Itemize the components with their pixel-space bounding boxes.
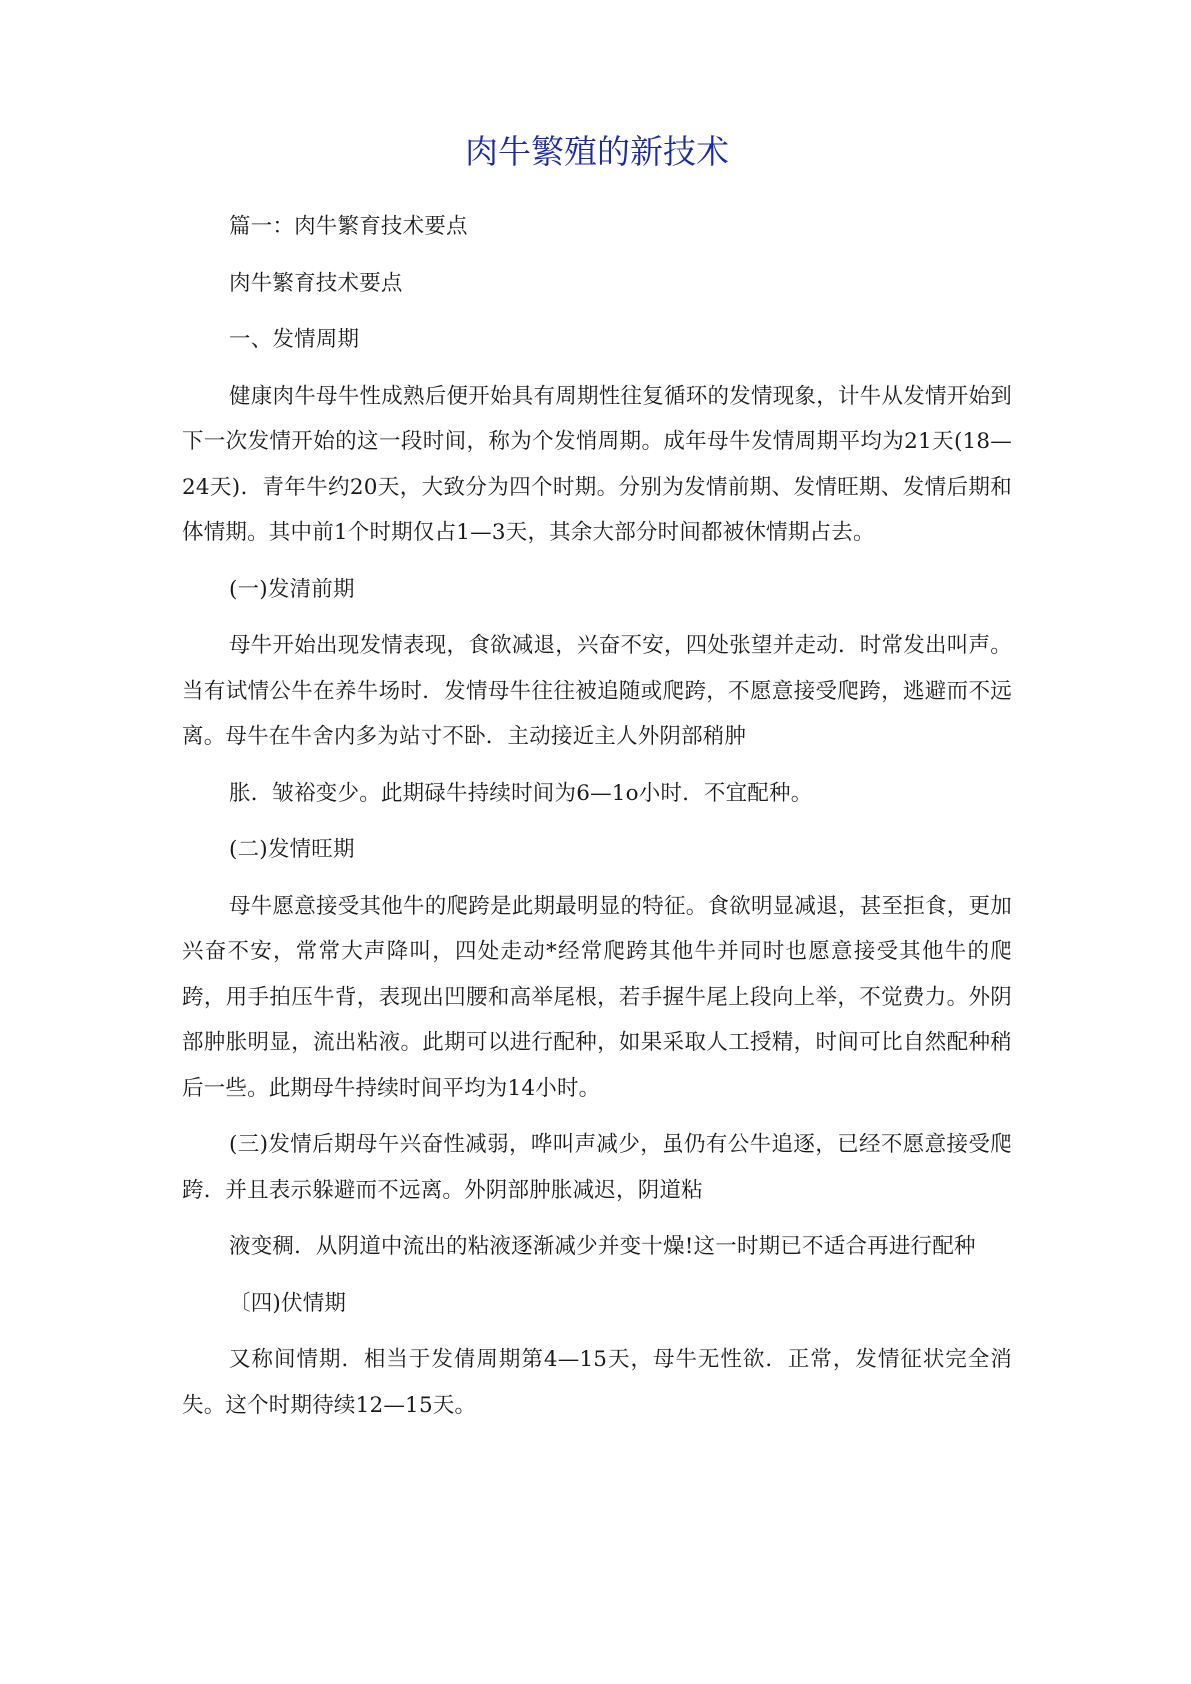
section-heading: 篇一：肉牛繁育技术要点 [229,214,468,239]
document-content [182,130,1012,1439]
phase-heading: (二)发情旺期 [229,837,355,862]
phase-heading: 〔四)伏情期 [229,1290,347,1316]
body-paragraph: 液变稠．从阴道中流出的粘液逐渐减少并变十燥!这一时期已不适合再进行配种 [229,1234,976,1259]
body-paragraph: 胀．皱裕变少。此期碌牛持续时间为6—1o小时．不宜配种。 [229,780,813,806]
document-title: 肉牛繁殖的新技术 [465,132,729,171]
body-paragraph: 母牛开始出现发情表现，食欲减退，兴奋不安，四处张望并走动．时常发出叫声。当有试情公牛在养牛场时．发情母牛往往被追随或爬跨，不愿意接受爬跨，逃避而不远离。母牛在牛舍内多为站寸不卧．主动接近主人外阴部稍肿 [182,633,1012,749]
topic-heading: 一、发情周期 [229,327,360,352]
body-paragraph: 健康肉牛母牛性成熟后便开始具有周期性往复循环的发情现象，计牛从发情开始到下一次发情开始的这一段时间，称为个发悄周期。成年母牛发情周期平均为21天(18—24天)．青年牛约20天，大致分为四个时期。分别为发情前期、发情旺期、发情后期和体情期。其中前1个时期仅占1—3天，其余大部分时间都被休情期占去。 [182,383,1012,545]
phase-heading: (一)发清前期 [229,576,355,602]
body-paragraph: 母牛愿意接受其他牛的爬跨是此期最明显的特征。食欲明显减退，甚至拒食，更加兴奋不安，常常大声降叫，四处走动*经常爬跨其他牛并同时也愿意接受其他牛的爬跨，用手拍压牛背，表现出凹腰和高举尾根，若手握牛尾上段向上举，不觉费力。外阴部肿胀明显，流出粘液。此期可以进行配种，如果采取人工授精，时间可比自然配种稍后一些。此期母牛持续时间平均为14小时。 [182,893,1012,1101]
body-paragraph: 又称间情期．相当于发倩周期第4—15天，母牛无性欲．正常，发情征状完全消失。这个时期待续12—15天。 [182,1347,1012,1418]
subsection-heading: 肉牛繁育技术要点 [229,270,403,296]
body-paragraph: (三)发情后期母午兴奋性减弱，哗叫声减少，虽仍有公牛追逐，已经不愿意接受爬跨．并且表示躲避而不远离。外阴部肿胀减迟，阴道粘 [182,1132,1012,1203]
